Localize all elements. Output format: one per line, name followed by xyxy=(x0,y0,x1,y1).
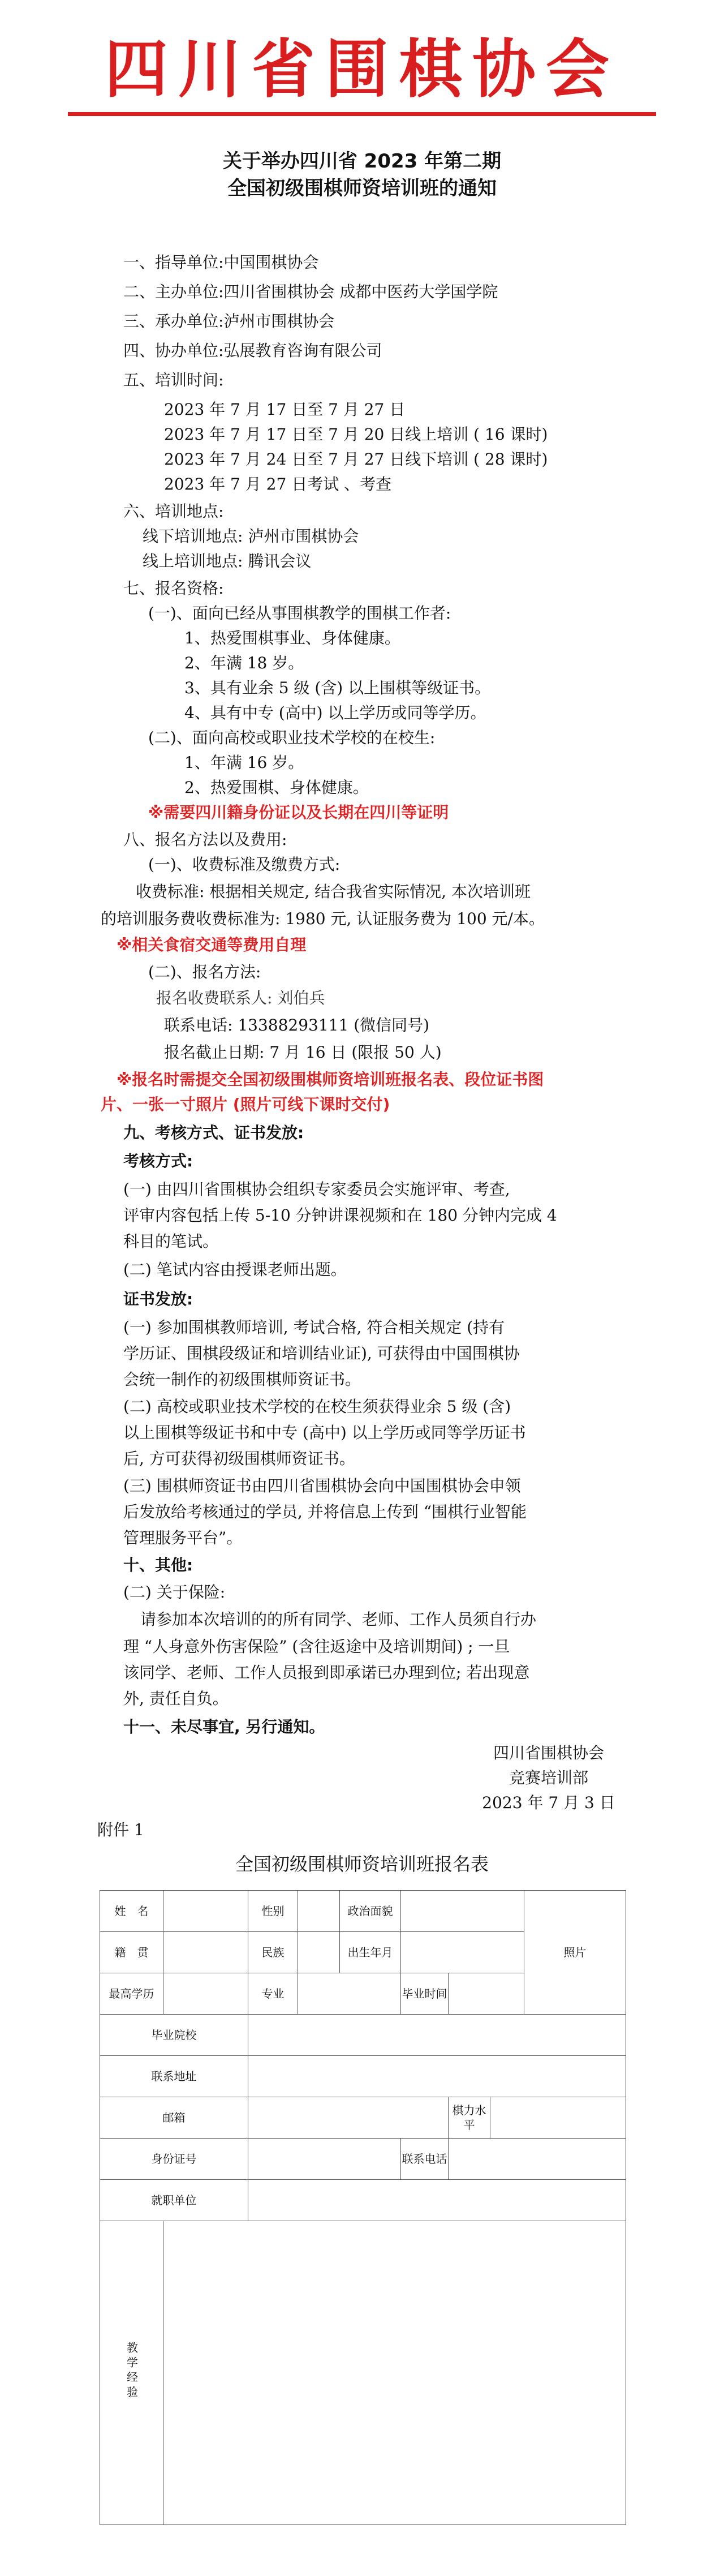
eligibility-1-1: 1、热爱围棋事业、身体健康。 xyxy=(184,629,400,647)
insurance-line4: 外, 责任自负。 xyxy=(123,1689,229,1708)
label-name: 姓 名 xyxy=(100,1891,163,1932)
assessment-heading: 考核方式: xyxy=(123,1152,193,1170)
eligibility-2-2: 2、热爱围棋、身体健康。 xyxy=(184,778,369,797)
insurance-heading: (二) 关于保险: xyxy=(123,1583,226,1602)
input-phone[interactable] xyxy=(449,2139,626,2180)
certificate-3-line3: 管理服务平台”。 xyxy=(123,1529,243,1547)
certificate-2-line1: (二) 高校或职业技术学校的在校生须获得业余 5 级 (含) xyxy=(123,1397,511,1416)
label-native: 籍 贯 xyxy=(100,1932,163,1973)
certificate-2-line3: 后, 方可获得初级围棋师资证书。 xyxy=(123,1449,355,1468)
location-online: 线上培训地点: 腾讯会议 xyxy=(143,552,312,570)
item-training-time: 五、培训时间: xyxy=(123,371,224,389)
input-email[interactable] xyxy=(248,2097,449,2139)
certificate-3-line2: 后发放给考核通过的学员, 并将信息上传到 “围棋行业智能 xyxy=(123,1502,527,1521)
registration-form-table xyxy=(100,1890,626,2525)
item-registration-fees: 八、报名方法以及费用: xyxy=(123,830,287,849)
item-closing: 十一、未尽事宜, 另行通知。 xyxy=(123,1718,325,1736)
item-organizer: 三、承办单位:泸州市围棋协会 xyxy=(123,312,335,330)
label-grad-time: 毕业时间 xyxy=(401,1973,449,2015)
label-phone: 联系电话 xyxy=(401,2139,449,2180)
label-teaching: 教学经验 xyxy=(124,2342,139,2401)
label-major: 专业 xyxy=(248,1973,298,2015)
input-ethnic[interactable] xyxy=(298,1932,340,1973)
certificate-2-line2: 以上围棋等级证书和中专 (高中) 以上学历或同等学历证书 xyxy=(123,1423,526,1442)
certificate-1-line1: (一) 参加围棋教师培训, 考试合格, 符合相关规定 (持有 xyxy=(123,1318,505,1337)
registration-method: (二)、报名方法: xyxy=(148,963,261,981)
location-offline: 线下培训地点: 泸州市围棋协会 xyxy=(143,527,359,546)
photo-box[interactable] xyxy=(524,1891,626,2015)
item-training-location: 六、培训地点: xyxy=(123,502,224,521)
registration-note-line2: 片、一张一寸照片 (照片可线下课时交付) xyxy=(101,1095,390,1114)
signature-org: 四川省围棋协会 xyxy=(493,1744,604,1762)
label-teaching-cell xyxy=(100,2221,163,2525)
training-online: 2023 年 7 月 17 日至 7 月 20 日线上培训 ( 16 课时) xyxy=(164,425,548,444)
label-email: 邮箱 xyxy=(100,2097,248,2139)
label-employer: 就职单位 xyxy=(100,2180,248,2221)
registration-contact: 报名收费联系人: 刘伯兵 xyxy=(156,989,325,1007)
input-gender[interactable] xyxy=(298,1891,340,1932)
input-birth[interactable] xyxy=(401,1932,524,1973)
eligibility-group-2: (二)、面向高校或职业技术学校的在校生: xyxy=(148,728,436,747)
input-name[interactable] xyxy=(163,1891,248,1932)
input-education[interactable] xyxy=(163,1973,248,2015)
fees-note: ※相关食宿交通等费用自理 xyxy=(117,935,307,954)
fees-standard-line2: 的培训服务费收费标准为: 1980 元, 认证服务费为 100 元/本。 xyxy=(101,909,545,928)
input-teaching[interactable] xyxy=(163,2221,626,2525)
input-grad-time[interactable] xyxy=(449,1973,524,2015)
item-host-unit: 二、主办单位:四川省围棋协会 成都中医药大学国学院 xyxy=(123,282,498,301)
item-assessment: 九、考核方式、证书发放: xyxy=(123,1123,304,1142)
certificate-1-line2: 学历证、围棋段级证和培训结业证), 可获得由中国围棋协 xyxy=(123,1344,520,1363)
label-address: 联系地址 xyxy=(100,2056,248,2097)
label-photo: 照片 xyxy=(563,1946,587,1959)
eligibility-1-4: 4、具有中专 (高中) 以上学历或同等学历。 xyxy=(184,703,486,722)
item-eligibility: 七、报名资格: xyxy=(123,579,224,598)
item-guide-unit: 一、指导单位:中国围棋协会 xyxy=(123,253,319,272)
assessment-1-line3: 科目的笔试。 xyxy=(123,1232,219,1251)
eligibility-1-2: 2、年满 18 岁。 xyxy=(184,654,304,672)
assessment-2: (二) 笔试内容由授课老师出题。 xyxy=(123,1260,347,1279)
training-offline: 2023 年 7 月 24 日至 7 月 27 日线下培训 ( 28 课时) xyxy=(164,450,548,469)
eligibility-note: ※需要四川籍身份证以及长期在四川等证明 xyxy=(148,803,449,822)
registration-deadline: 报名截止日期: 7 月 16 日 (限报 50 人) xyxy=(164,1043,442,1062)
registration-note-line1: ※报名时需提交全国初级围棋师资培训班报名表、段位证书图 xyxy=(117,1070,544,1089)
fees-standard-line1: 收费标准: 根据相关规定, 结合我省实际情况, 本次培训班 xyxy=(136,882,531,901)
fees-subheading: (一)、收费标准及缴费方式: xyxy=(148,855,341,874)
training-exam: 2023 年 7 月 27 日考试 、考查 xyxy=(164,475,392,493)
header-red-rule xyxy=(68,112,656,116)
label-political: 政治面貌 xyxy=(340,1891,401,1932)
registration-phone: 联系电话: 13388293111 (微信同号) xyxy=(164,1016,430,1034)
input-political[interactable] xyxy=(401,1891,524,1932)
insurance-line2: 理 “人身意外伤害保险” (含往返途中及培训期间) ; 一旦 xyxy=(123,1637,510,1656)
label-education: 最高学历 xyxy=(100,1973,163,2015)
eligibility-group-1: (一)、面向已经从事围棋教学的围棋工作者: xyxy=(148,604,451,622)
label-ethnic: 民族 xyxy=(248,1932,298,1973)
signature-date: 2023 年 7 月 3 日 xyxy=(482,1793,615,1812)
certificate-1-line3: 会统一制作的初级围棋师资证书。 xyxy=(123,1370,361,1389)
assessment-1-line1: (一) 由四川省围棋协会组织专家委员会实施评审、考查, xyxy=(123,1180,510,1199)
org-name-heading: 四川省围棋协会 xyxy=(105,33,619,106)
label-school: 毕业院校 xyxy=(100,2015,248,2056)
input-employer[interactable] xyxy=(248,2180,626,2221)
input-native[interactable] xyxy=(163,1932,248,1973)
input-school[interactable] xyxy=(248,2015,626,2056)
label-birth: 出生年月 xyxy=(340,1932,401,1973)
eligibility-1-3: 3、具有业余 5 级 (含) 以上围棋等级证书。 xyxy=(184,679,491,697)
form-title: 全国初级围棋师资培训班报名表 xyxy=(235,1853,489,1875)
item-co-organizer: 四、协办单位:弘展教育咨询有限公司 xyxy=(123,341,382,360)
label-id-no: 身份证号 xyxy=(100,2139,248,2180)
certificate-heading: 证书发放: xyxy=(123,1290,193,1308)
signature-dept: 竞赛培训部 xyxy=(508,1768,588,1787)
doc-title-line1: 关于举办四川省 2023 年第二期 xyxy=(222,150,502,173)
insurance-line3: 该同学、老师、工作人员报到即承诺已办理到位; 若出现意 xyxy=(123,1663,530,1682)
input-major[interactable] xyxy=(298,1973,401,2015)
label-level: 棋力水平 xyxy=(449,2097,490,2139)
training-time-range: 2023 年 7 月 17 日至 7 月 27 日 xyxy=(164,400,406,419)
input-level[interactable] xyxy=(490,2097,626,2139)
input-address[interactable] xyxy=(248,2056,626,2097)
insurance-line1: 请参加本次培训的的所有同学、老师、工作人员须自行办 xyxy=(140,1610,537,1629)
doc-title-line2: 全国初级围棋师资培训班的通知 xyxy=(227,177,497,200)
eligibility-2-1: 1、年满 16 岁。 xyxy=(184,753,304,772)
item-other: 十、其他: xyxy=(123,1556,193,1574)
assessment-1-line2: 评审内容包括上传 5-10 分钟讲课视频和在 180 分钟内完成 4 xyxy=(123,1206,557,1225)
certificate-3-line1: (三) 围棋师资证书由四川省围棋协会向中国围棋协会申领 xyxy=(123,1476,521,1495)
input-id-no[interactable] xyxy=(248,2139,401,2180)
attachment-label: 附件 1 xyxy=(97,1821,144,1839)
label-gender: 性别 xyxy=(248,1891,298,1932)
